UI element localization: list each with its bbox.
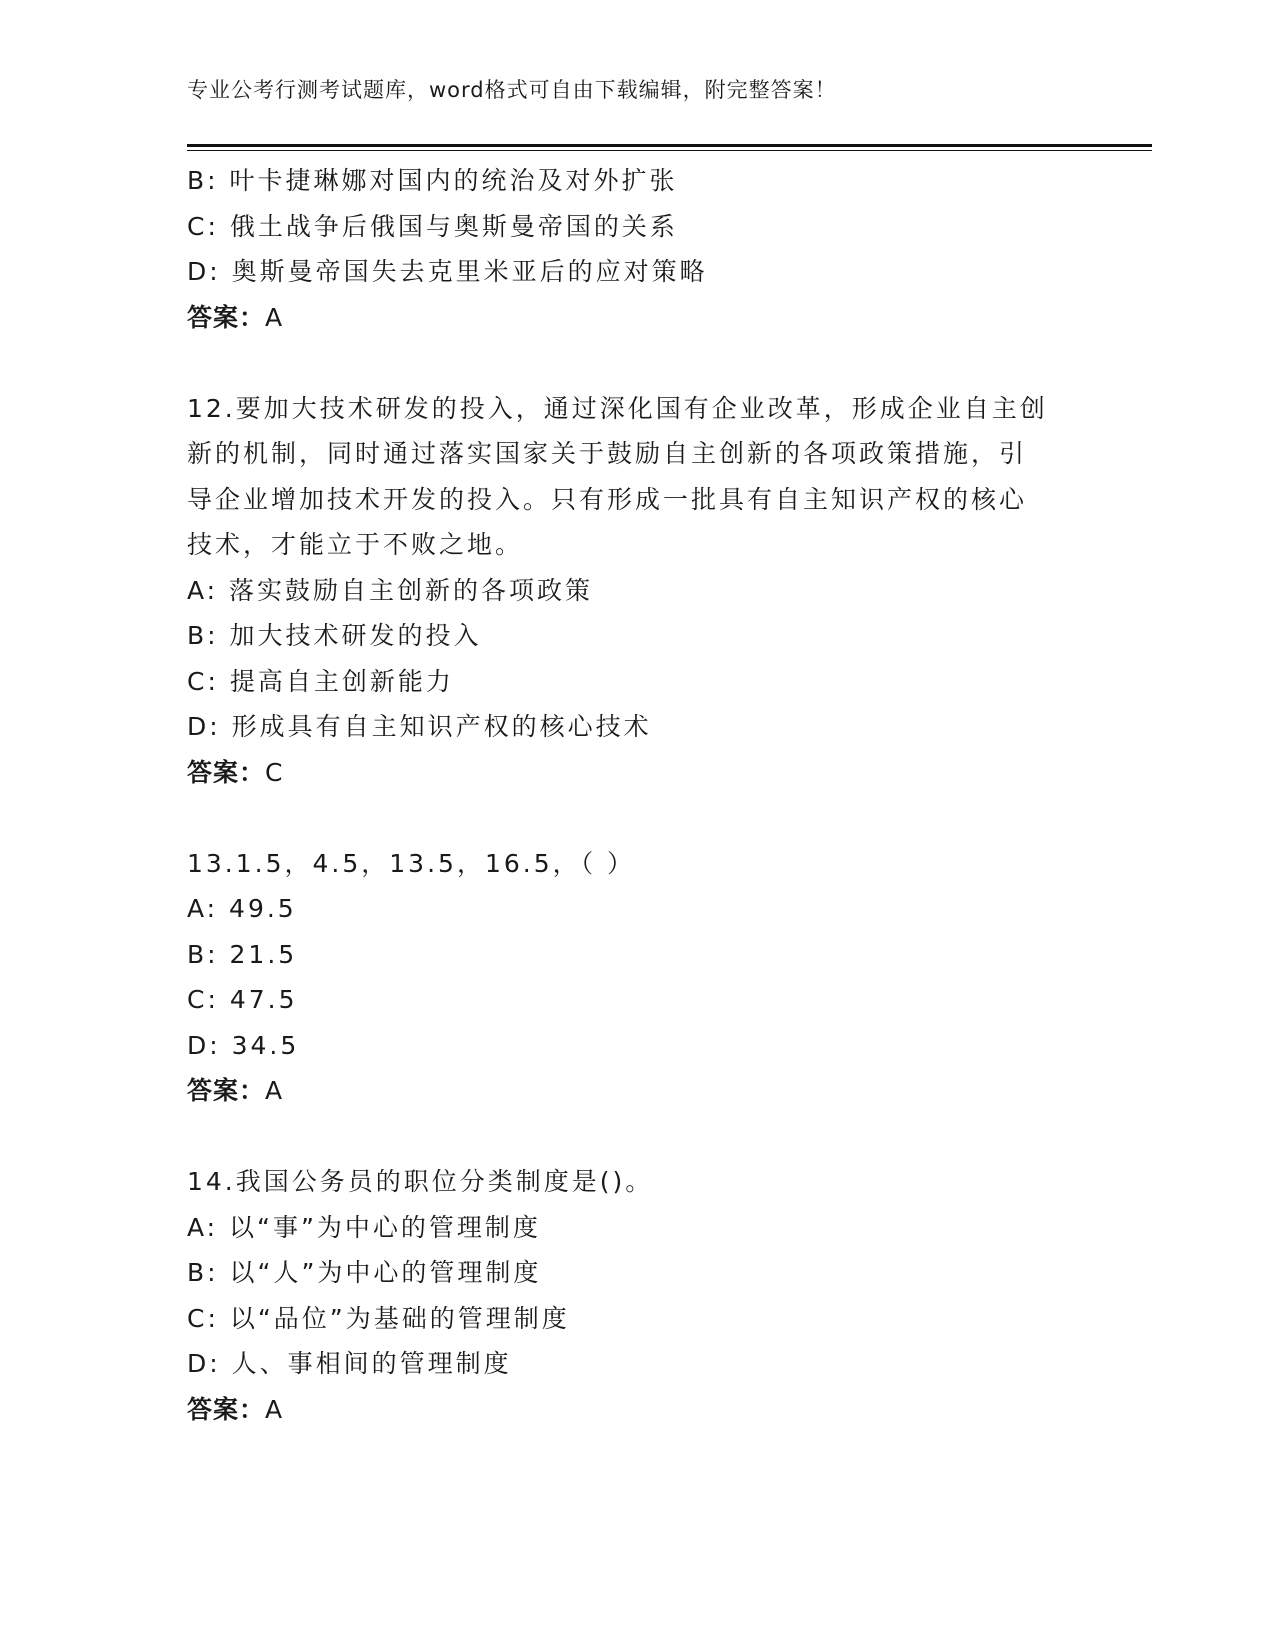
- answer-line: [187, 1068, 1087, 1114]
- page-header: 专业公考行测考试题库，word格式可自由下载编辑，附完整答案！: [187, 78, 837, 102]
- option-c: C: 俄土战争后俄国与奥斯曼帝国的关系: [187, 211, 678, 241]
- option-b: B: 加大技术研发的投入: [187, 621, 482, 650]
- question-spacer: [187, 795, 1087, 841]
- option-d: D: 形成具有自主知识产权的核心技术: [187, 712, 652, 741]
- option-d: D: 奥斯曼帝国失去克里米亚后的应对策略: [187, 257, 708, 286]
- option-b: B: 叶卡捷琳娜对国内的统治及对外扩张: [187, 166, 678, 195]
- option-a: A: 落实鼓励自主创新的各项政策: [187, 575, 594, 605]
- question-stem-line: 14.我国公务员的职位分类制度是()。: [187, 1167, 654, 1196]
- question-stem-line: 13.1.5，4.5，13.5，16.5，（ ）: [187, 848, 636, 878]
- option-d: D: 34.5: [187, 1030, 300, 1060]
- option-c: C: 提高自主创新能力: [187, 666, 454, 696]
- answer-line: [187, 1387, 1087, 1433]
- option-c: C: 以“品位”为基础的管理制度: [187, 1303, 570, 1333]
- option-c: C: 47.5: [187, 985, 298, 1014]
- option-a: A: 49.5: [187, 894, 297, 923]
- answer-value: C: [265, 757, 284, 787]
- question-stem-line: 新的机制，同时通过落实国家关于鼓励自主创新的各项政策措施，引: [187, 439, 1028, 468]
- answer-label: 答案：: [187, 1394, 266, 1424]
- option-a: A: 以“事”为中心的管理制度: [187, 1212, 541, 1242]
- answer-line: [187, 750, 1087, 796]
- option-d: D: 人、事相间的管理制度: [187, 1349, 512, 1378]
- question-13: [187, 841, 1087, 1114]
- question-stem-line: 导企业增加技术开发的投入。只有形成一批具有自主知识产权的核心: [187, 484, 1028, 514]
- option-b: B: 以“人”为中心的管理制度: [187, 1258, 542, 1287]
- question-spacer: [187, 1114, 1087, 1160]
- answer-value: A: [265, 1394, 284, 1424]
- answer-label: 答案：: [187, 1076, 266, 1105]
- answer-label: 答案：: [187, 757, 266, 787]
- question-14: [187, 1159, 1087, 1432]
- question-stem-line: 技术，才能立于不败之地。: [187, 530, 524, 559]
- option-b: B: 21.5: [187, 939, 298, 969]
- answer-label: 答案：: [187, 302, 266, 332]
- question-list: [187, 158, 1087, 1432]
- question-12: [187, 386, 1087, 796]
- question-stem-line: 12.要加大技术研发的投入，通过深化国有企业改革，形成企业自主创: [187, 393, 1048, 423]
- answer-value: A: [265, 1076, 284, 1105]
- answer-line: [187, 295, 1087, 341]
- header-rule-thick: [187, 144, 1152, 147]
- answer-value: A: [265, 302, 284, 332]
- header-rule-thin: [187, 150, 1152, 151]
- question-11-continued: [187, 158, 1087, 340]
- question-spacer: [187, 340, 1087, 386]
